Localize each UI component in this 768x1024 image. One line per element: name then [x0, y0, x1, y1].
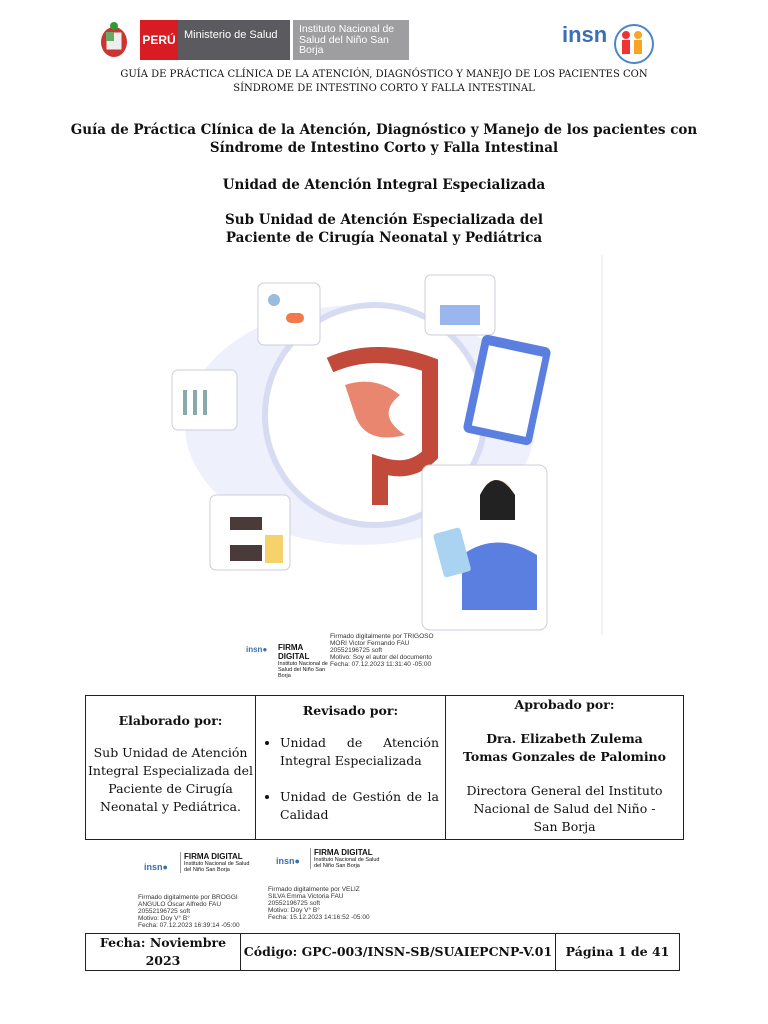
running-title: GUÍA DE PRÁCTICA CLÍNICA DE LA ATENCIÓN, DIAGNÓSTICO Y MANEJO DE LOS PACIENTES CON SÍNDROME DE INTESTINO CORTO Y FALLA INTESTINAL	[120, 69, 648, 94]
digital-signature-trigoso	[246, 633, 476, 679]
signature-text: Firmado digitalmente por TRIGOSO MORI Victor Fernando FAU 20552196725 soft Motivo: Soy el autor del documento Fecha: 07.12.2023 11:31:40 -05:00	[330, 633, 434, 668]
firma-label: FIRMA DIGITAL	[314, 848, 373, 857]
revisado-label: Revisado por:	[302, 703, 399, 718]
intestine-illustration	[170, 255, 610, 639]
firma-inst: Instituto Nacional de Salud del Niño San Borja	[278, 661, 328, 679]
signature-text: Firmado digitalmente por BROGGI ANGULO Oscar Alfredo FAU 20552196725 soft Motivo: Doy V° B° Fecha: 07.12.2023 16:39:14 -05:00	[138, 894, 240, 929]
peru-coat-of-arms-icon	[96, 20, 132, 60]
aprobado-label: Aprobado por:	[514, 697, 615, 712]
peru-logo: PERÚ	[140, 20, 178, 60]
footer-codigo: Código: GPC-003/INSN-SB/SUAIEPCNP-V.01	[241, 934, 556, 971]
signature-text: Firmado digitalmente por VELIZ SILVA Emma Victoria FAU 20552196725 soft Motivo: Doy V° B° Fecha: 15.12.2023 14:16:52 -05:00	[268, 886, 370, 921]
approval-table	[85, 695, 684, 840]
revisado-item: • Unidad de Atención Integral Especializada	[280, 734, 439, 770]
elaborado-cell	[86, 696, 256, 840]
revisado-item: • Unidad de Gestión de la Calidad	[280, 788, 439, 824]
insn-seal-icon: insn●	[246, 645, 268, 654]
footer-fecha: Fecha: Noviembre 2023	[86, 934, 241, 971]
elaborado-text: Sub Unidad de Atención Integral Especializada del Paciente de Cirugía Neonatal y Pediátrica.	[87, 745, 254, 814]
digital-signature-veliz	[268, 848, 398, 923]
ministerio-logo: Ministerio de Salud	[178, 20, 290, 60]
firma-label: FIRMA DIGITAL	[278, 643, 310, 661]
document-title: Guía de Práctica Clínica de la Atención, Diagnóstico y Manejo de los pacientes con Síndrome de Intestino Corto y Falla Intestinal	[70, 122, 698, 156]
insn-logo	[562, 22, 657, 67]
firma-inst: Instituto Nacional de Salud del Niño San Borja	[314, 857, 380, 869]
unit-title: Unidad de Atención Integral Especializada	[222, 177, 546, 193]
revisado-cell	[256, 696, 446, 840]
insn-seal-icon: insn●	[144, 862, 168, 872]
firma-label: FIRMA DIGITAL	[184, 852, 243, 861]
subunit-title: Sub Unidad de Atención Especializada del Paciente de Cirugía Neonatal y Pediátrica	[225, 212, 543, 246]
footer-table	[85, 933, 680, 971]
insn-logo-text: insn	[562, 22, 608, 47]
instituto-logo: Instituto Nacional de Salud del Niño San Borja	[293, 20, 409, 60]
elaborado-label: Elaborado por:	[118, 713, 223, 728]
aprobado-cell	[446, 696, 684, 840]
digital-signature-broggi	[138, 852, 268, 927]
footer-pagina: Página 1 de 41	[556, 934, 680, 971]
aprobado-name: Dra. Elizabeth Zulema Tomas Gonzales de Palomino	[462, 731, 666, 764]
aprobado-role: Directora General del Instituto Nacional de Salud del Niño - San Borja	[466, 783, 663, 834]
firma-inst: Instituto Nacional de Salud del Niño San Borja	[184, 861, 250, 873]
insn-seal-icon: insn●	[276, 856, 300, 866]
